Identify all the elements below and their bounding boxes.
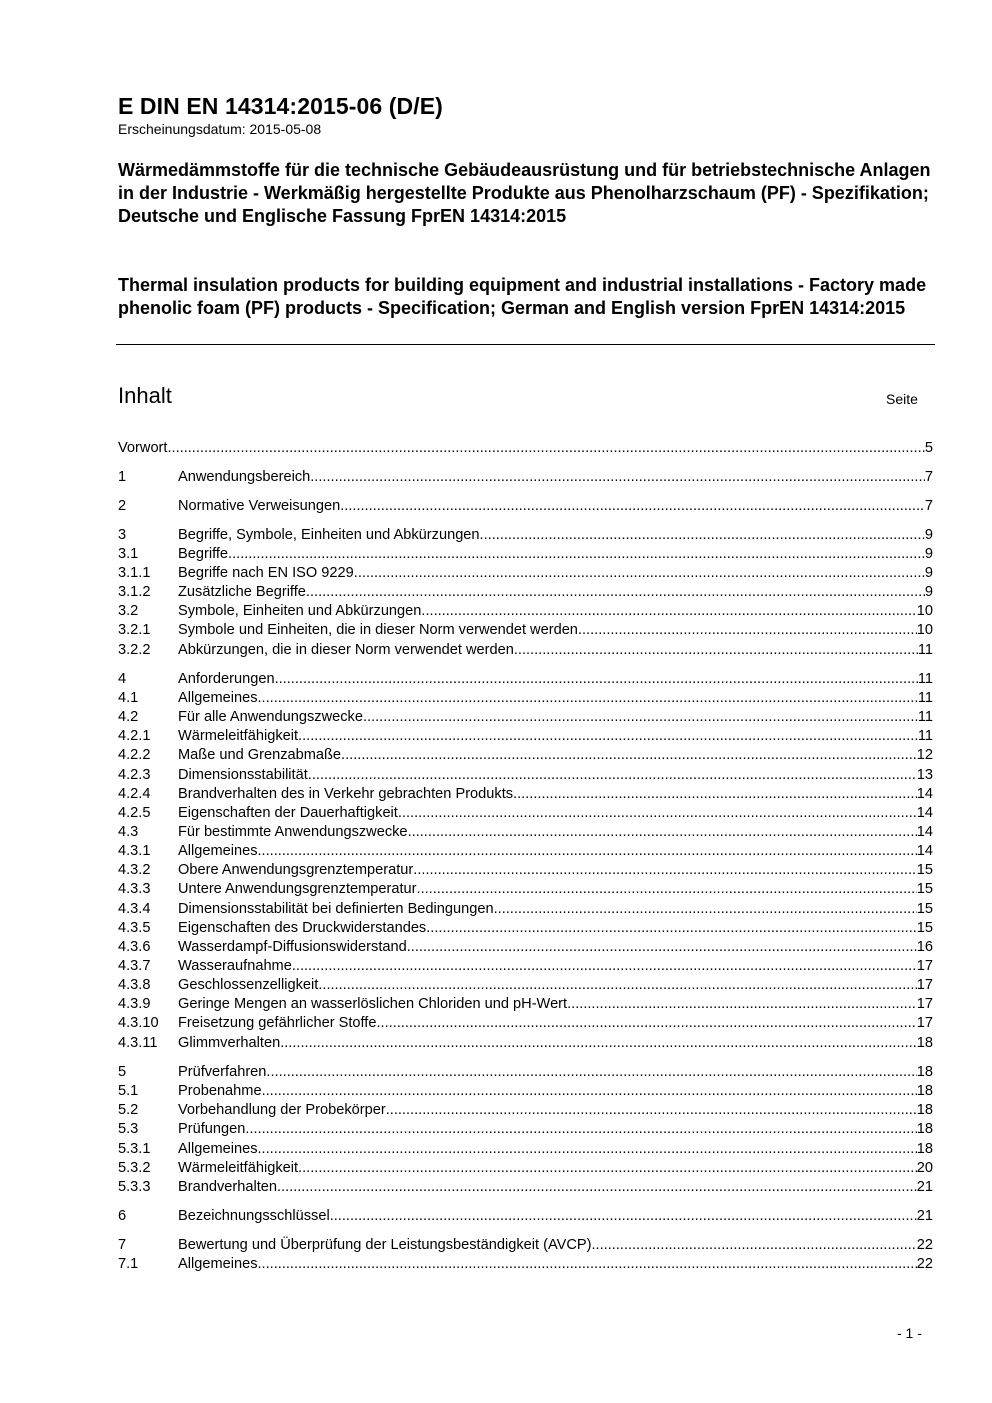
- toc-entry-number: 3.2.1: [118, 622, 151, 638]
- toc-entry-title: Wasseraufnahme: [178, 958, 292, 974]
- toc-entry-title: Untere Anwendungsgrenztemperatur: [178, 881, 417, 897]
- toc-entry[interactable]: [118, 603, 933, 622]
- toc-leader-dots: [426, 920, 917, 936]
- toc-entry-title: Dimensionsstabilität: [178, 767, 308, 783]
- toc-entry-number: 5.3: [118, 1121, 139, 1137]
- toc-entry-page: 11: [917, 671, 933, 687]
- toc-leader-dots: [494, 901, 917, 917]
- toc-leader-dots: [408, 824, 917, 840]
- toc-entry[interactable]: [118, 1160, 933, 1179]
- toc-leader-dots: [376, 1015, 916, 1031]
- toc-entry[interactable]: [118, 546, 933, 565]
- toc-entry-title: Anwendungsbereich: [178, 469, 311, 485]
- toc-leader-dots: [354, 565, 925, 581]
- toc-entry[interactable]: [118, 805, 933, 824]
- toc-entry-page: 10: [916, 603, 933, 619]
- toc-leader-dots: [306, 584, 925, 600]
- toc-entry-number: 5.3.1: [118, 1141, 151, 1157]
- toc-entry-title: Eigenschaften des Druckwiderstandes: [178, 920, 427, 936]
- toc-entry-title: Dimensionsstabilität bei definierten Bedingungen: [178, 901, 494, 917]
- toc-entry-number: 4.2: [118, 709, 139, 725]
- toc-entry[interactable]: [118, 690, 933, 709]
- toc-entry[interactable]: [118, 565, 933, 584]
- toc-entry-number: 1: [118, 469, 127, 485]
- toc-entry-title: Eigenschaften der Dauerhaftigkeit: [178, 805, 398, 821]
- toc-entry-number: 4.3.9: [118, 996, 151, 1012]
- toc-entry-page: 11: [917, 642, 933, 658]
- toc-entry[interactable]: [118, 747, 933, 766]
- toc-heading: Inhalt: [118, 383, 172, 408]
- toc-leader-dots: [417, 881, 917, 897]
- toc-leader-dots: [308, 767, 917, 783]
- toc-entry-number: 4.2.3: [118, 767, 151, 783]
- toc-entry-page: 17: [916, 996, 933, 1012]
- toc-entry[interactable]: [118, 622, 933, 641]
- toc-entry[interactable]: [118, 1121, 933, 1140]
- toc-leader-dots: [318, 977, 916, 993]
- toc-entry-number: 3.1.2: [118, 584, 151, 600]
- toc-entry-page: 18: [916, 1064, 933, 1080]
- toc-entry[interactable]: [118, 920, 933, 939]
- toc-entry[interactable]: [118, 1015, 933, 1034]
- toc-entry-number: 3.1: [118, 546, 139, 562]
- toc-entry-page: 11: [917, 690, 933, 706]
- toc-entry-title: Vorwort: [118, 440, 168, 456]
- toc-leader-dots: [167, 440, 924, 456]
- toc-entry-number: 5.1: [118, 1083, 139, 1099]
- toc-entry-title: Allgemeines: [178, 690, 258, 706]
- toc-entry-title: Brandverhalten: [178, 1179, 277, 1195]
- toc-entry-title: Wärmeleitfähigkeit: [178, 1160, 299, 1176]
- toc-entry-number: 4.3.3: [118, 881, 151, 897]
- toc-entry-page: 14: [916, 843, 933, 859]
- toc-entry-number: 4.2.5: [118, 805, 151, 821]
- title-divider: [116, 344, 935, 345]
- toc-entry-number: 4.3.6: [118, 939, 151, 955]
- toc-entry-number: 4.3.8: [118, 977, 151, 993]
- publication-date: Erscheinungsdatum: 2015-05-08: [118, 121, 322, 137]
- toc-leader-dots: [310, 469, 925, 485]
- toc-leader-dots: [514, 642, 918, 658]
- toc-entry-number: 4.3.11: [118, 1035, 158, 1051]
- toc-entry-page: 20: [916, 1160, 933, 1176]
- toc-entry[interactable]: [118, 977, 933, 996]
- toc-entry[interactable]: [118, 469, 933, 488]
- document-id: E DIN EN 14314:2015-06 (D/E): [118, 93, 443, 119]
- toc-leader-dots: [275, 671, 918, 687]
- toc-entry-page: 9: [924, 527, 933, 543]
- toc-entry-page: 18: [916, 1121, 933, 1137]
- toc-entry[interactable]: [118, 527, 933, 546]
- toc-entry-title: Bezeichnungsschlüssel: [178, 1208, 330, 1224]
- toc-entry-page: 18: [916, 1083, 933, 1099]
- toc-leader-dots: [277, 1179, 917, 1195]
- toc-leader-dots: [228, 546, 925, 562]
- toc-entry[interactable]: [118, 767, 933, 786]
- toc-entry-page: 11: [917, 728, 933, 744]
- toc-leader-dots: [262, 1083, 917, 1099]
- toc-leader-dots: [567, 996, 917, 1012]
- toc-entry-page: 16: [916, 939, 933, 955]
- toc-entry[interactable]: [118, 786, 933, 805]
- toc-leader-dots: [363, 709, 918, 725]
- toc-leader-dots: [258, 1256, 917, 1272]
- toc-entry-title: Freisetzung gefährlicher Stoffe: [178, 1015, 377, 1031]
- toc-entry-title: Zusätzliche Begriffe: [178, 584, 306, 600]
- toc-entry-page: 9: [924, 565, 933, 581]
- toc-entry-page: 15: [916, 920, 933, 936]
- toc-entry[interactable]: [118, 1141, 933, 1160]
- toc-entry-page: 17: [916, 958, 933, 974]
- toc-entry-number: 3.2: [118, 603, 139, 619]
- toc-entry-number: 6: [118, 1208, 127, 1224]
- toc-entry-page: 22: [916, 1237, 933, 1253]
- toc-leader-dots: [258, 690, 918, 706]
- toc-entry-title: Für alle Anwendungszwecke: [178, 709, 363, 725]
- toc-leader-dots: [578, 622, 917, 638]
- toc-entry-title: Allgemeines: [178, 1141, 258, 1157]
- toc-entry-page: 5: [924, 440, 933, 456]
- toc-entry-title: Normative Verweisungen: [178, 498, 341, 514]
- toc-entry[interactable]: [118, 843, 933, 862]
- toc-entry[interactable]: [118, 862, 933, 881]
- toc-entry[interactable]: [118, 1064, 933, 1083]
- toc-entry-page: 15: [916, 862, 933, 878]
- toc-entry-number: 4.3: [118, 824, 139, 840]
- toc-leader-dots: [340, 498, 925, 514]
- toc-leader-dots: [280, 1035, 917, 1051]
- toc-entry-page: 15: [916, 881, 933, 897]
- toc-entry-page: 22: [916, 1256, 933, 1272]
- toc-leader-dots: [386, 1102, 917, 1118]
- toc-entry-number: 4.3.2: [118, 862, 151, 878]
- toc-entry-number: 4.3.7: [118, 958, 151, 974]
- toc-entry-title: Symbole, Einheiten und Abkürzungen: [178, 603, 422, 619]
- toc-entry-title: Wasserdampf-Diffusionswiderstand: [178, 939, 407, 955]
- toc-entry[interactable]: [118, 1179, 933, 1198]
- toc-leader-dots: [298, 728, 918, 744]
- toc-leader-dots: [513, 786, 917, 802]
- toc-entry[interactable]: [118, 1208, 933, 1227]
- toc-entry[interactable]: [118, 824, 933, 843]
- toc-entry[interactable]: [118, 901, 933, 920]
- toc-entry-title: Bewertung und Überprüfung der Leistungsbeständigkeit (AVCP): [178, 1237, 592, 1253]
- toc-entry[interactable]: [118, 671, 933, 690]
- toc-entry-page: 18: [916, 1102, 933, 1118]
- toc-entry-page: 10: [916, 622, 933, 638]
- toc-entry-title: Geschlossenzelligkeit: [178, 977, 319, 993]
- toc-entry[interactable]: [118, 1035, 933, 1054]
- toc-leader-dots: [266, 1064, 916, 1080]
- toc-entry-title: Symbole und Einheiten, die in dieser Norm verwendet werden: [178, 622, 578, 638]
- toc-entry-number: 4.3.1: [118, 843, 151, 859]
- toc-entry-title: Allgemeines: [178, 843, 258, 859]
- toc-entry[interactable]: [118, 996, 933, 1015]
- toc-entry-number: 4.3.4: [118, 901, 151, 917]
- toc-entry[interactable]: [118, 498, 933, 517]
- toc-entry[interactable]: [118, 958, 933, 977]
- toc-entry-page: 14: [916, 786, 933, 802]
- toc-entry-title: Maße und Grenzabmaße: [178, 747, 342, 763]
- toc-entry-number: 4.2.1: [118, 728, 151, 744]
- toc-entry-page: 7: [924, 469, 933, 485]
- toc-entry-page: 18: [916, 1141, 933, 1157]
- toc-entry-title: Abkürzungen, die in dieser Norm verwendet werden: [178, 642, 514, 658]
- toc-entry-title: Brandverhalten des in Verkehr gebrachten Produkts: [178, 786, 514, 802]
- toc-entry[interactable]: [118, 440, 933, 459]
- toc-entry-number: 2: [118, 498, 127, 514]
- toc-entry-title: Prüfungen: [178, 1121, 246, 1137]
- toc-leader-dots: [421, 603, 916, 619]
- toc-entry-number: 5.3.2: [118, 1160, 151, 1176]
- toc-entry-title: Geringe Mengen an wasserlöslichen Chloriden und pH-Wert: [178, 996, 568, 1012]
- toc-entry-number: 5.2: [118, 1102, 139, 1118]
- title-english: Thermal insulation products for building equipment and industrial installations - Factory made phenolic foam (PF) products - Specification; German and English version FprEN 14314:2015: [118, 275, 927, 318]
- toc-entry-title: Obere Anwendungsgrenztemperatur: [178, 862, 414, 878]
- toc-entry-number: 5.3.3: [118, 1179, 151, 1195]
- toc-entry-number: 3.2.2: [118, 642, 151, 658]
- toc-leader-dots: [245, 1121, 916, 1137]
- toc-entry-number: 3: [118, 527, 127, 543]
- toc-entry-number: 4.3.10: [118, 1015, 159, 1031]
- toc-entry-page: 14: [916, 824, 933, 840]
- toc-entry-page: 14: [916, 805, 933, 821]
- toc-entry[interactable]: [118, 642, 933, 661]
- toc-entry-title: Prüfverfahren: [178, 1064, 267, 1080]
- toc-entry-page: 18: [916, 1035, 933, 1051]
- toc-entry-page: 11: [917, 709, 933, 725]
- toc-leader-dots: [591, 1237, 916, 1253]
- title-german: Wärmedämmstoffe für die technische Gebäudeausrüstung und für betriebstechnische Anlagen in der Industrie - Werkmäßig hergestellte Produkte aus Phenolharzschaum (PF) - Spezifikation; Deutsche und Englische Fassung FprEN 14314:2015: [118, 160, 931, 226]
- toc-entry[interactable]: [118, 1102, 933, 1121]
- toc-entry-number: 4: [118, 671, 127, 687]
- toc-entry[interactable]: [118, 939, 933, 958]
- toc-leader-dots: [407, 939, 917, 955]
- toc-entry-page: 17: [916, 1015, 933, 1031]
- toc-leader-dots: [480, 527, 925, 543]
- toc-entry-title: Begriffe: [178, 546, 229, 562]
- toc-entry-page: 15: [916, 901, 933, 917]
- toc-leader-dots: [258, 1141, 917, 1157]
- toc-entry[interactable]: [118, 584, 933, 603]
- toc-entry-number: 5: [118, 1064, 127, 1080]
- toc-leader-dots: [398, 805, 917, 821]
- toc-entry-number: 3.1.1: [118, 565, 151, 581]
- toc-entry-title: Glimmverhalten: [178, 1035, 281, 1051]
- toc-entry-number: 4.2.2: [118, 747, 151, 763]
- toc-entry-title: Begriffe nach EN ISO 9229: [178, 565, 354, 581]
- toc-entry-number: 7: [118, 1237, 127, 1253]
- toc-entry-page: 9: [924, 546, 933, 562]
- toc-entry-title: Vorbehandlung der Probekörper: [178, 1102, 386, 1118]
- toc-entry-number: 4.2.4: [118, 786, 151, 802]
- toc-entry-number: 4.3.5: [118, 920, 151, 936]
- page-number: - 1 -: [897, 1325, 922, 1341]
- toc-leader-dots: [258, 843, 917, 859]
- toc-entry-page: 21: [916, 1208, 933, 1224]
- toc-entry-title: Wärmeleitfähigkeit: [178, 728, 299, 744]
- toc-entry-page: 9: [924, 584, 933, 600]
- toc-leader-dots: [413, 862, 916, 878]
- toc-entry[interactable]: [118, 881, 933, 900]
- toc-entry-page: 12: [916, 747, 933, 763]
- toc-entry-number: 4.1: [118, 690, 139, 706]
- toc-entry-title: Anforderungen: [178, 671, 275, 687]
- toc-entry-page: 13: [916, 767, 933, 783]
- toc-entry[interactable]: [118, 1256, 933, 1275]
- toc-leader-dots: [292, 958, 917, 974]
- toc-leader-dots: [298, 1160, 917, 1176]
- toc-entry[interactable]: [118, 728, 933, 747]
- toc-entry-title: Allgemeines: [178, 1256, 258, 1272]
- toc-leader-dots: [330, 1208, 917, 1224]
- toc-page-label: Seite: [886, 391, 918, 407]
- toc-entry[interactable]: [118, 1083, 933, 1102]
- toc-entry[interactable]: [118, 1237, 933, 1256]
- toc-entry[interactable]: [118, 709, 933, 728]
- toc-entry-page: 21: [916, 1179, 933, 1195]
- toc-entry-title: Begriffe, Symbole, Einheiten und Abkürzungen: [178, 527, 480, 543]
- toc-entry-title: Probenahme: [178, 1083, 262, 1099]
- toc-leader-dots: [341, 747, 917, 763]
- toc-entry-number: 7.1: [118, 1256, 139, 1272]
- toc-entry-title: Für bestimmte Anwendungszwecke: [178, 824, 408, 840]
- toc-entry-page: 7: [924, 498, 933, 514]
- toc-entry-page: 17: [916, 977, 933, 993]
